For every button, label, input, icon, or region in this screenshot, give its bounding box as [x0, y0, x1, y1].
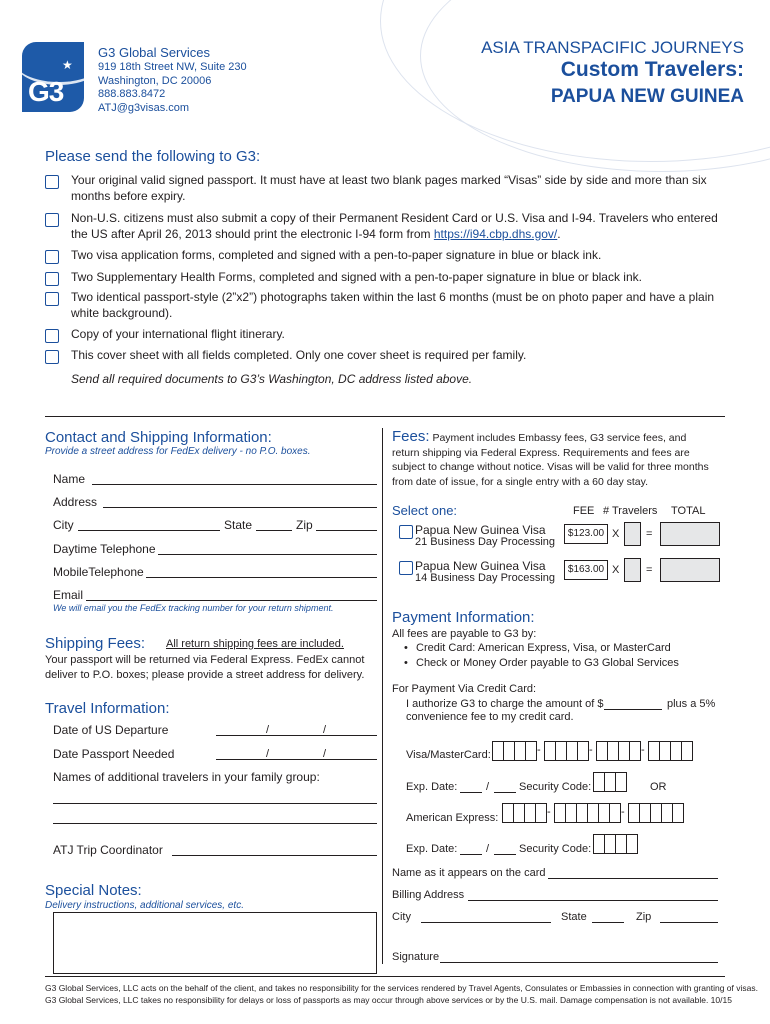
name-on-card-field[interactable] [548, 878, 718, 879]
digit-box[interactable] [535, 803, 547, 823]
fee-column-header: FEE [573, 505, 595, 517]
signature-label: Signature [392, 951, 440, 963]
security-code-label: Security Code: [519, 843, 592, 855]
bullet-icon: • [404, 657, 408, 669]
special-notes-textarea[interactable] [53, 912, 377, 974]
payment-method: Credit Card: American Express, Visa, or MasterCard [416, 642, 671, 654]
fee-amount: $123.00 [564, 524, 608, 544]
visa-option-name: Papua New Guinea Visa [415, 559, 546, 573]
billing-zip-label: Zip [636, 911, 652, 923]
authorize-text: convenience fee to my credit card. [406, 711, 574, 723]
state-field[interactable] [256, 530, 292, 531]
digit-box[interactable] [626, 834, 638, 854]
visa-option-processing: 14 Business Day Processing [415, 572, 556, 584]
checkbox[interactable] [45, 213, 59, 227]
amex-label: American Express: [406, 812, 499, 824]
column-divider [382, 428, 383, 964]
exp-date-label: Exp. Date: [406, 843, 458, 855]
billing-city-label: City [392, 911, 411, 923]
requirement-item: Two Supplementary Health Forms, completed and signed with a pen-to-paper signature in blue or black ink. [71, 270, 642, 284]
email-field[interactable] [86, 600, 377, 601]
zip-label: Zip [296, 518, 313, 532]
email-note: We will email you the FedEx tracking number for your return shipment. [53, 603, 334, 613]
fees-title: Fees: [392, 428, 430, 445]
charge-amount-field[interactable] [604, 709, 662, 710]
address-line: Washington, DC 20006 [98, 74, 212, 87]
checkbox[interactable] [45, 175, 59, 189]
digit-separator: - [547, 806, 551, 818]
address-label: Address [53, 495, 98, 509]
payment-method: Check or Money Order payable to G3 Global Services [416, 657, 679, 669]
country-title: PAPUA NEW GUINEA [550, 86, 744, 107]
fees-text: Payment includes Embassy fees, G3 service fees, and [432, 432, 687, 444]
day-phone-field[interactable] [158, 554, 377, 555]
shipping-note: All return shipping fees are included. [166, 638, 344, 650]
visa-mc-label: Visa/MasterCard: [406, 749, 491, 761]
credit-card-title: For Payment Via Credit Card: [392, 683, 537, 695]
contact-title: Contact and Shipping Information: [45, 429, 272, 446]
city-field[interactable] [78, 530, 220, 531]
checkbox[interactable] [45, 350, 59, 364]
visa-option-checkbox[interactable] [399, 561, 413, 575]
times-sign: X [612, 564, 620, 576]
passport-needed-label: Date Passport Needed [53, 747, 175, 761]
billing-address-field[interactable] [468, 900, 718, 901]
company-name: G3 Global Services [98, 45, 210, 60]
exp-year-field[interactable] [494, 792, 516, 793]
footer-disclaimer: G3 Global Services, LLC takes no responsibility for delays or loss of passports as may occur through above services or by the U.S. mail. Damage compensation is not available. 10/15 [45, 995, 732, 1005]
checkbox[interactable] [45, 292, 59, 306]
times-sign: X [612, 528, 620, 540]
name-field[interactable] [92, 484, 377, 485]
digit-box[interactable] [672, 803, 684, 823]
company-info [98, 45, 247, 115]
date-separator: / [266, 748, 270, 760]
mobile-phone-field[interactable] [146, 577, 377, 578]
g3-logo: ★ G3 [22, 42, 84, 112]
requirement-item: Two visa application forms, completed and signed with a pen-to-paper signature in blue or black ink. [71, 248, 602, 262]
notes-subtitle: Delivery instructions, additional services, etc. [45, 900, 244, 911]
digit-box[interactable] [681, 741, 693, 761]
date-separator: / [323, 724, 327, 736]
contact-subtitle: Provide a street address for FedEx delivery - no P.O. boxes. [45, 446, 311, 457]
travel-title: Travel Information: [45, 700, 170, 717]
fees-text: subject to change without notice. Visas will be valid for three months [392, 461, 709, 473]
payment-title: Payment Information: [392, 609, 535, 626]
select-one-label: Select one: [392, 503, 458, 518]
address-field[interactable] [103, 507, 377, 508]
travelers-count-input[interactable] [624, 522, 641, 546]
digit-separator: - [621, 806, 625, 818]
city-label: City [53, 518, 74, 532]
authorize-text: plus a 5% [667, 698, 716, 710]
total-input[interactable] [660, 522, 720, 546]
travelers-column-header: # Travelers [603, 505, 658, 517]
send-note: Send all required documents to G3’s Washington, DC address listed above. [71, 372, 473, 386]
payable-text: All fees are payable to G3 by: [392, 628, 537, 640]
digit-box[interactable] [525, 741, 537, 761]
notes-title: Special Notes: [45, 882, 142, 899]
or-label: OR [650, 781, 667, 793]
email-label: Email [53, 588, 84, 602]
divider [45, 976, 725, 977]
exp-month-field[interactable] [460, 792, 482, 793]
departure-date-field[interactable] [216, 735, 377, 736]
additional-travelers-field[interactable] [53, 803, 377, 804]
total-input[interactable] [660, 558, 720, 582]
travelers-count-input[interactable] [624, 558, 641, 582]
requirement-item: Non-U.S. citizens must also submit a copy of their Permanent Resident Card or U.S. Visa and I-94. Travelers who entered the US after April 26, 2013 should print the electronic I-94 form from https://i94.cbp.dhs.gov/. [71, 211, 718, 241]
shipping-title: Shipping Fees: [45, 635, 146, 652]
departure-label: Date of US Departure [53, 723, 169, 737]
digit-box[interactable] [609, 803, 621, 823]
requirement-item: Copy of your international flight itinerary. [71, 327, 285, 341]
visa-option-processing: 21 Business Day Processing [415, 536, 556, 548]
requirements-title: Please send the following to G3: [45, 148, 261, 165]
billing-city-field[interactable] [421, 922, 551, 923]
total-column-header: TOTAL [671, 505, 706, 517]
requirement-item: Your original valid signed passport. It must have at least two blank pages marked “Visas” side by side and more than six months before expiry. [71, 173, 707, 203]
bullet-icon: • [404, 642, 408, 654]
star-icon: ★ [62, 58, 73, 72]
equals-sign: = [646, 564, 653, 576]
exp-month-field[interactable] [460, 854, 482, 855]
billing-zip-field[interactable] [660, 922, 718, 923]
fees-text: return shipping via Federal Express. Requirements and fees are [392, 446, 690, 459]
fee-amount: $163.00 [564, 560, 608, 580]
visa-option-checkbox[interactable] [399, 525, 413, 539]
billing-state-field[interactable] [592, 922, 624, 923]
additional-travelers-label: Names of additional travelers in your family group: [53, 770, 320, 784]
digit-separator: - [641, 744, 645, 756]
date-separator: / [323, 748, 327, 760]
visa-option-name: Papua New Guinea Visa [415, 523, 546, 537]
i94-link[interactable]: https://i94.cbp.dhs.gov/ [433, 226, 558, 241]
name-on-card-label: Name as it appears on the card [392, 867, 546, 879]
digit-box[interactable] [615, 772, 627, 792]
coordinator-label: ATJ Trip Coordinator [53, 843, 163, 857]
phone-number: 888.883.8472 [98, 88, 166, 100]
coordinator-field[interactable] [172, 855, 377, 856]
exp-slash: / [486, 843, 490, 855]
fees-block [392, 430, 752, 489]
email-address: ATJ@g3visas.com [98, 101, 190, 114]
equals-sign: = [646, 528, 653, 540]
exp-slash: / [486, 781, 490, 793]
divider [45, 416, 725, 417]
exp-year-field[interactable] [494, 854, 516, 855]
passport-needed-date-field[interactable] [216, 759, 377, 760]
footer-disclaimer: G3 Global Services, LLC acts on the behalf of the client, and takes no responsibility for the services rendered by Travel Agents, Consulates or Embassies in connection with granting of visas. [45, 983, 758, 993]
digit-box[interactable] [577, 741, 589, 761]
program-title: ASIA TRANSPACIFIC JOURNEYS [481, 38, 744, 57]
requirement-item: This cover sheet with all fields completed. Only one cover sheet is required per family. [71, 348, 527, 362]
name-label: Name [53, 472, 86, 486]
fees-text: from date of issue, for a single entry with a 60 day stay. [392, 475, 649, 488]
requirement-item: Two identical passport-style (2”x2”) photographs taken within the last 6 months (must be on photo paper and have a plain white background). [71, 290, 715, 320]
digit-separator: - [589, 744, 593, 756]
state-label: State [224, 518, 253, 532]
signature-field[interactable] [440, 962, 718, 963]
date-separator: / [266, 724, 270, 736]
billing-address-label: Billing Address [392, 889, 465, 901]
authorize-text: I authorize G3 to charge the amount of $ [406, 698, 604, 710]
digit-separator: - [537, 744, 541, 756]
digit-box[interactable] [629, 741, 641, 761]
checkbox[interactable] [45, 272, 59, 286]
day-phone-label: Daytime Telephone [53, 542, 156, 556]
billing-state-label: State [561, 911, 587, 923]
shipping-text: Your passport will be returned via Federal Express. FedEx cannot [45, 654, 365, 666]
security-code-label: Security Code: [519, 781, 592, 793]
page-title: Custom Travelers: [560, 58, 744, 81]
exp-date-label: Exp. Date: [406, 781, 458, 793]
additional-travelers-field[interactable] [53, 823, 377, 824]
shipping-text: deliver to P.O. boxes; please provide a street address for delivery. [45, 669, 365, 681]
mobile-phone-label: MobileTelephone [53, 565, 144, 579]
checkbox[interactable] [45, 250, 59, 264]
checkbox[interactable] [45, 329, 59, 343]
zip-field[interactable] [316, 530, 377, 531]
address-line: 919 18th Street NW, Suite 230 [98, 61, 247, 73]
